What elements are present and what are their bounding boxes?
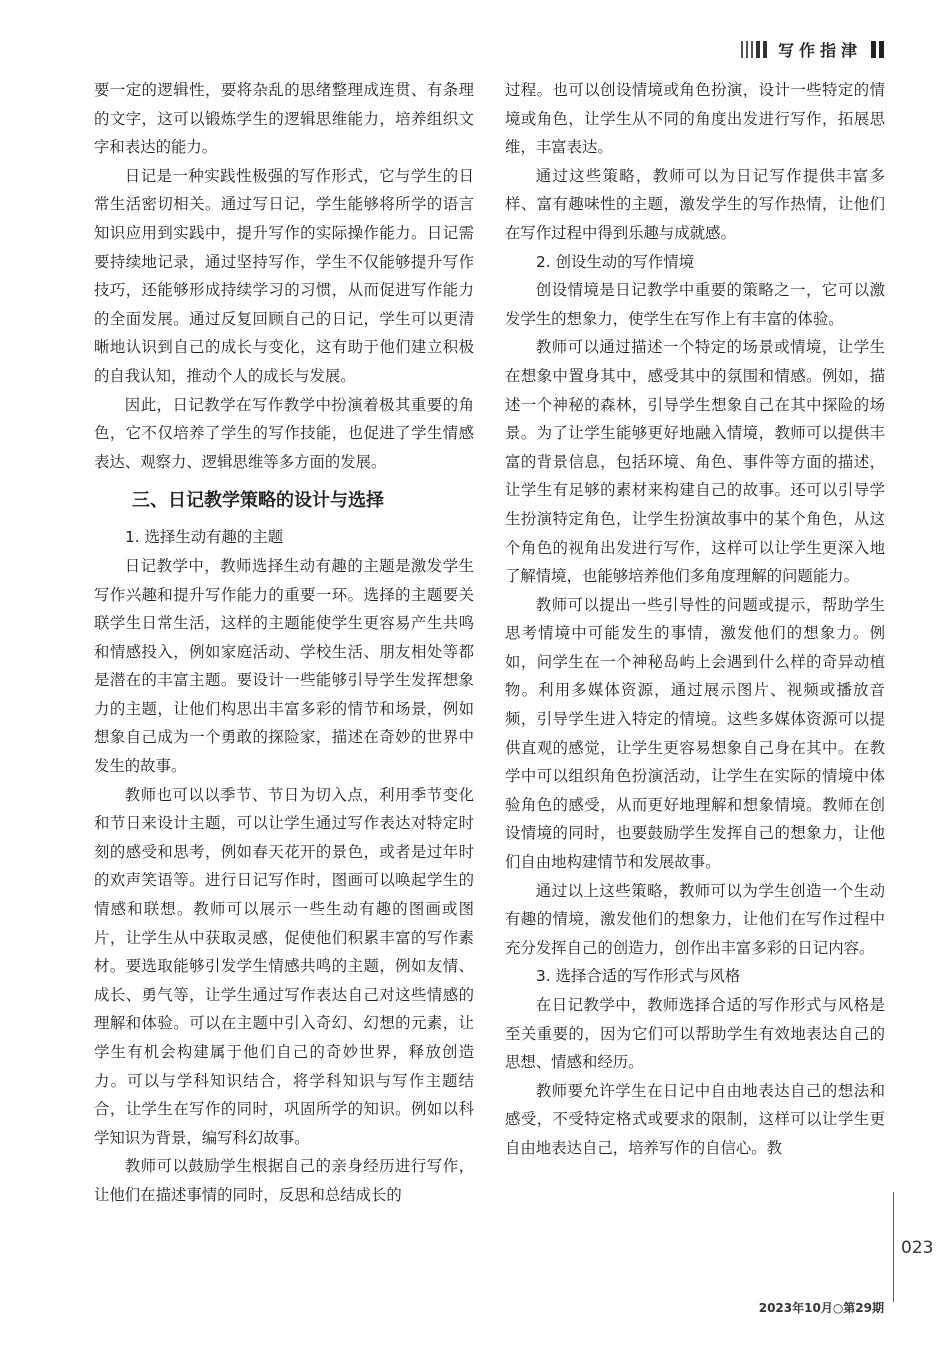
header-decoration-left [741,41,770,58]
paragraph: 日记是一种实践性极强的写作形式，它与学生的日常生活密切相关。通过写日记，学生能够将所学的语言知识应用到实践中，提升写作的实际操作能力。日记需要持续地记录，通过坚持写作，学生不仅能够提升写作技巧，还能够形成持续学习的习惯，从而促进写作能力的全面发展。通过反复回顾自己的日记，学生可以更清晰地认识到自己的成长与变化，这有助于他们建立积极的自我认知，推动个人的成长与发展。 [94,166,474,385]
subsection-heading: 1. 选择生动有趣的主题 [125,528,284,547]
paragraph: 因此，日记教学在写作教学中扮演着极其重要的角色，它不仅培养了学生的写作技能，也促进了学生情感表达、观察力、逻辑思维等多方面的发展。 [94,395,474,471]
section-title: 写作指津 [777,41,862,60]
page-number: 023 [901,1238,934,1258]
paragraph: 教师可以通过描述一个特定的场景或情境，让学生在想象中置身其中，感受其中的氛围和情感。例如，描述一个神秘的森林，引导学生想象自己在其中探险的场景。为了让学生能够更好地融入情境，教师可以提供丰富的背景信息，包括环境、角色、事件等方面的描述，让学生有足够的素材来构建自己的故事。还可以引导学生扮演特定角色，让学生扮演故事中的某个角色，从这个角色的视角出发进行写作，这样可以让学生更深入地了解情境，也能够培养他们多角度理解的问题能力。 [505,338,885,586]
subsection-heading: 2. 创设生动的写作情境 [536,252,695,271]
paragraph: 要一定的逻辑性，要将杂乱的思绪整理成连贯、有条理的文字，这可以锻炼学生的逻辑思维能力，培养组织文字和表达的能力。 [94,81,474,157]
paragraph: 过程。也可以创设情境或角色扮演，设计一些特定的情境或角色，让学生从不同的角度出发进行写作，拓展思维，丰富表达。 [505,81,885,157]
left-column [94,76,474,1210]
issue-info: 2023年10月○第29期 [758,1301,884,1315]
right-column [505,76,885,1163]
page-number-divider [893,1192,894,1302]
paragraph: 教师可以提出一些引导性的问题或提示，帮助学生思考情境中可能发生的事情，激发他们的想象力。例如，问学生在一个神秘岛屿上会遇到什么样的奇异动植物。利用多媒体资源，通过展示图片、视频或播放音频，引导学生进入特定的情境。这些多媒体资源可以提供直观的感觉，让学生更容易想象自己身在其中。在教学中可以组织角色扮演活动，让学生在实际的情境中体验角色的感受，从而更好地理解和想象情境。教师在创设情境的同时，也要鼓励学生发挥自己的想象力，让他们自由地构建情节和发展故事。 [505,595,885,872]
section-heading: 三、日记教学策略的设计与选择 [132,490,384,512]
paragraph: 通过这些策略，教师可以为日记写作提供丰富多样、富有趣味性的主题，激发学生的写作热情，让他们在写作过程中得到乐趣与成就感。 [505,166,885,242]
paragraph: 日记教学中，教师选择生动有趣的主题是激发学生写作兴趣和提升写作能力的重要一环。选择的主题要关联学生日常生活，这样的主题能使学生更容易产生共鸣和情感投入，例如家庭活动、学校生活、朋友相处等都是潜在的丰富主题。要设计一些能够引导学生发挥想象力的主题，让他们构思出丰富多彩的情节和场景，例如想象自己成为一个勇敢的探险家，描述在奇妙的世界中发生的故事。 [94,556,474,776]
header-decoration-right [868,41,884,58]
paragraph: 教师可以鼓励学生根据自己的亲身经历进行写作，让他们在描述事情的同时，反思和总结成长的 [94,1157,474,1204]
running-header [741,38,884,61]
paragraph: 通过以上这些策略，教师可以为学生创造一个生动有趣的情境，激发他们的想象力，让他们在写作过程中充分发挥自己的创造力，创作出丰富多彩的日记内容。 [505,881,885,957]
paragraph: 创设情境是日记教学中重要的策略之一，它可以激发学生的想象力，使学生在写作上有丰富的体验。 [505,281,885,328]
paragraph: 教师要允许学生在日记中自由地表达自己的想法和感受，不受特定格式或要求的限制，这样可以让学生更自由地表达自己，培养写作的自信心。教 [505,1081,885,1157]
subsection-heading: 3. 选择合适的写作形式与风格 [536,967,741,986]
paragraph: 教师也可以以季节、节日为切入点，利用季节变化和节日来设计主题，可以让学生通过写作表达对特定时刻的感受和思考，例如春天花开的景色，或者是过年时的欢声笑语等。进行日记写作时，图画可以唤起学生的情感和联想。教师可以展示一些生动有趣的图画或图片，让学生从中获取灵感，促使他们积累丰富的写作素材。要选取能够引发学生情感共鸣的主题，例如友情、成长、勇气等，让学生通过写作表达自己对这些情感的理解和体验。可以在主题中引入奇幻、幻想的元素，让学生有机会构建属于他们自己的奇妙世界，释放创造力。可以与学科知识结合，将学科知识与写作主题结合，让学生在写作的同时，巩固所学的知识。例如以科学知识为背景，编写科幻故事。 [94,785,474,1147]
paragraph: 在日记教学中，教师选择合适的写作形式与风格是至关重要的，因为它们可以帮助学生有效地表达自己的思想、情感和经历。 [505,996,885,1072]
